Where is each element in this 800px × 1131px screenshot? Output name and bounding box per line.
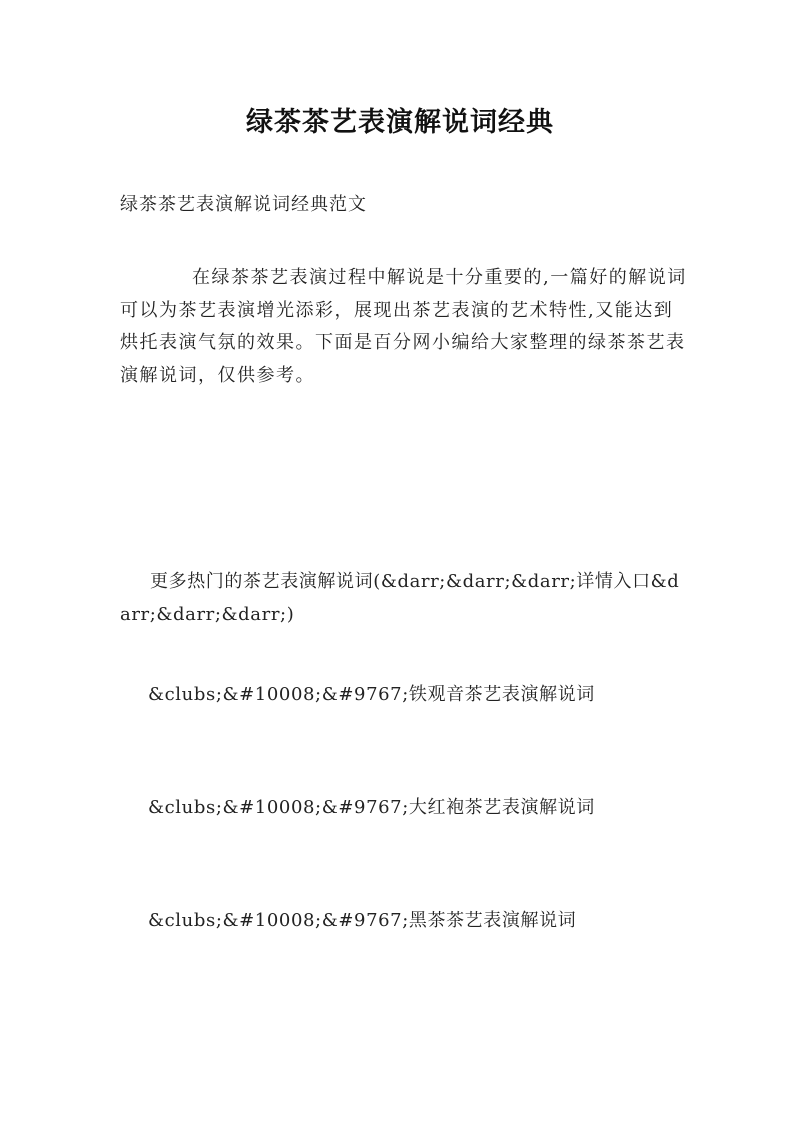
more-hot-links-heading: 更多热门的茶艺表演解说词(&darr;&darr;&darr;详情入口&darr;&darr;&darr;) <box>120 571 680 625</box>
link-tieguanyin[interactable]: &clubs;&#10008;&#9767;铁观音茶艺表演解说词 <box>148 684 595 705</box>
intro-paragraph: 在绿茶茶艺表演过程中解说是十分重要的,一篇好的解说词可以为茶艺表演增光添彩，展现出茶艺表演的艺术特性,又能达到烘托表演气氛的效果。下面是百分网小编给大家整理的绿茶茶艺表演解说词，仅供参考。 <box>120 267 687 386</box>
document-title: 绿茶茶艺表演解说词经典 <box>246 107 554 138</box>
document-subtitle: 绿茶茶艺表演解说词经典范文 <box>120 194 367 215</box>
link-dahongpao[interactable]: &clubs;&#10008;&#9767;大红袍茶艺表演解说词 <box>148 797 595 818</box>
link-heicha[interactable]: &clubs;&#10008;&#9767;黑茶茶艺表演解说词 <box>148 910 577 931</box>
